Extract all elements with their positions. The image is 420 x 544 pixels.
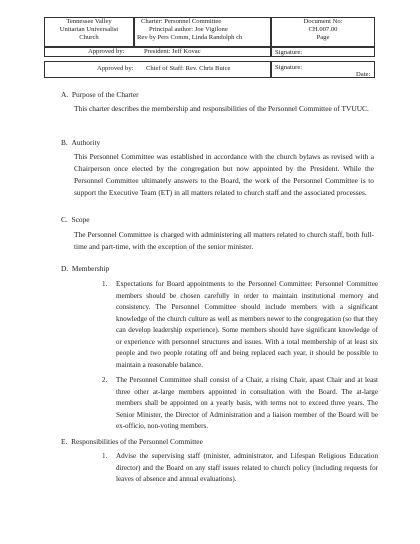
responsibility-item-1-number: 1. xyxy=(102,452,108,460)
membership-item-2-number: 2. xyxy=(102,376,108,384)
section-d-heading xyxy=(61,264,109,273)
section-c-heading xyxy=(61,215,90,224)
responsibility-item-1-text: Advise the supervising staff (minister, administrator, and Lifespan Religious Education director) and the Board on any staff issues related to church policy (including requests for leaves of absence and annual evaluations). xyxy=(116,452,378,483)
org-line-2: Unitarian Universalist xyxy=(59,26,119,33)
revision-note: Rev by Pers Comm, Linda Randolph ch xyxy=(137,34,243,41)
page-label: Page xyxy=(316,34,330,41)
section-e-title: Responsibilities of the Personnel Committee xyxy=(71,437,203,446)
membership-item-1-number: 1. xyxy=(102,280,108,288)
section-c-letter: C. xyxy=(61,215,68,224)
approved2-label: Approved by: xyxy=(97,65,134,72)
section-c-text: The Personnel Committee is charged with administering all matters related to church staff, both full-time and part-time, with the exception of the senior minister. xyxy=(74,230,374,252)
section-b-letter: B. xyxy=(61,138,68,147)
section-e-letter: E. xyxy=(61,437,68,446)
date-label: Date: xyxy=(356,71,371,78)
principal-author: Principal author: Joe Vigilone xyxy=(149,26,228,33)
section-a-letter: A. xyxy=(61,90,69,99)
membership-item-1-text: Expectations for Board appointments to the Personnel Committee: Personnel Committee members should be chosen carefully in order to maintain institutional memory and consistency. The Personnel Committee should include members with a significant knowledge of the church culture as well as members newer to the congregation (so that they can develop leadership experience). Some members should have significant knowledge of or experience with personnel structures and issues. With a total membership of at least six people and two people rotating off and being replaced each year, it should be possible to maintain a reasonable balance. xyxy=(116,280,378,369)
membership-item-2-text: The Personnel Committee shall consist of a Chair, a rising Chair, apast Chair and at least three other at-large members appointed in consultation with the Board. The at-large members shall be appointed on a yearly basis, with terms not to exceed three years. The Senior Minister, the Director of Administration and a liaison member of the Board will be ex-officio, non-voting members. xyxy=(116,376,378,430)
section-b-heading xyxy=(61,138,100,147)
section-d-title: Membership xyxy=(71,264,110,273)
charter-title: Charter: Personnel Committee xyxy=(141,18,222,25)
org-line-1: Tennessee Valley xyxy=(66,18,112,25)
approved1-value: President: Jeff Kovac xyxy=(144,48,201,55)
signature1-label: Signature: xyxy=(275,49,303,56)
section-c-title: Scope xyxy=(71,215,90,224)
org-line-3: Church xyxy=(79,34,99,41)
section-a-heading xyxy=(61,90,139,99)
doc-no-label: Document No: xyxy=(303,18,343,25)
approved2-value: Chief of Staff: Rev. Chris Buice xyxy=(146,65,231,72)
section-b-text: This Personnel Committee was established in accordance with the church bylaws as revised with a Chairperson once elected by the congregation but now appointed by the President. While the Personnel Committee ultimately answers to the Board, the work of the Personnel Committee is to support the Executive Team (ET) in all matters related to church staff and the associated processes. xyxy=(74,152,374,198)
approved1-label: Approved by: xyxy=(88,48,125,55)
section-d-letter: D. xyxy=(61,264,69,273)
section-a-title: Purpose of the Charter xyxy=(71,90,139,99)
section-a-text: This charter describes the membership and responsibilities of the Personnel Committee of TVUUC. xyxy=(74,104,369,113)
doc-no-value: CH.007.00 xyxy=(308,26,338,33)
signature2-label: Signature: xyxy=(275,64,303,71)
section-b-title: Authority xyxy=(71,138,101,147)
section-e-heading xyxy=(61,437,203,446)
